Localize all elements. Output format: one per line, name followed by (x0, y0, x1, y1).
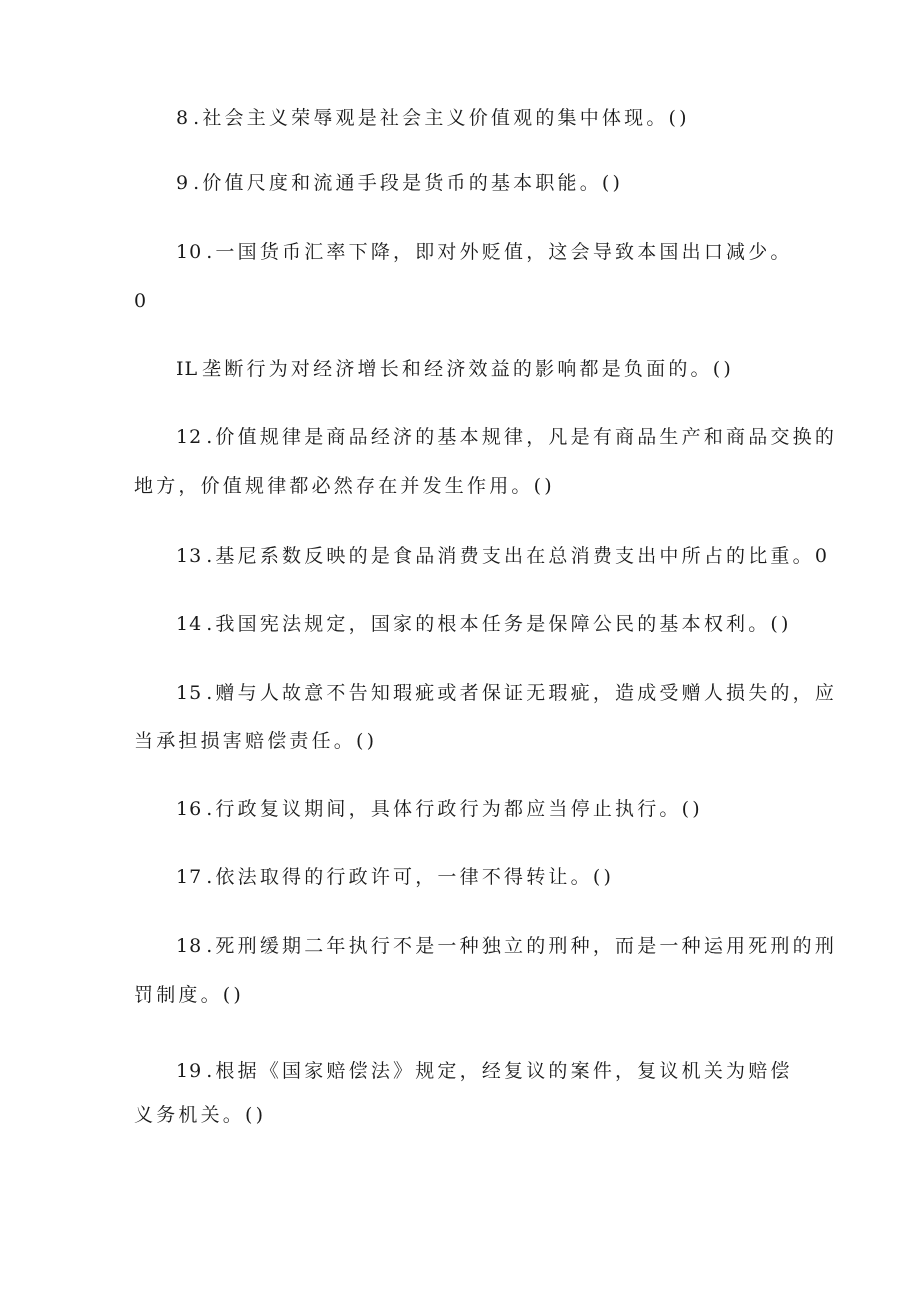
question-10-continuation: 0 (134, 290, 150, 312)
question-10: 10 .一国货币汇率下降，即对外贬值，这会导致本国出口减少。 (176, 241, 793, 263)
question-16: 16 .行政复议期间，具体行政行为都应当停止执行。() (176, 798, 703, 820)
question-19: 19 .根据《国家赔偿法》规定，经复议的案件，复议机关为赔偿 (176, 1060, 793, 1082)
question-12-continuation: 地方，价值规律都必然存在并发生作用。() (134, 475, 555, 497)
question-14: 14 .我国宪法规定，国家的根本任务是保障公民的基本权利。() (176, 613, 792, 635)
question-8: 8 .社会主义荣辱观是社会主义价值观的集中体现。() (176, 107, 690, 129)
question-15-continuation: 当承担损害赔偿责任。() (134, 730, 378, 752)
question-19-continuation: 义务机关。() (134, 1104, 267, 1126)
question-15: 15 .赠与人故意不告知瑕疵或者保证无瑕疵，造成受赠人损失的，应 (176, 682, 838, 704)
question-12: 12 .价值规律是商品经济的基本规律，凡是有商品生产和商品交换的 (176, 426, 838, 448)
question-11: IL 垄断行为对经济增长和经济效益的影响都是负面的。() (176, 358, 734, 380)
question-13: 13 .基尼系数反映的是食品消费支出在总消费支出中所占的比重。0 (176, 545, 831, 567)
question-9: 9 .价值尺度和流通手段是货币的基本职能。() (176, 172, 624, 194)
question-18: 18 .死刑缓期二年执行不是一种独立的刑种，而是一种运用死刑的刑 (176, 935, 838, 957)
question-17: 17 .依法取得的行政许可，一律不得转让。() (176, 866, 615, 888)
question-18-continuation: 罚制度。() (134, 984, 245, 1006)
